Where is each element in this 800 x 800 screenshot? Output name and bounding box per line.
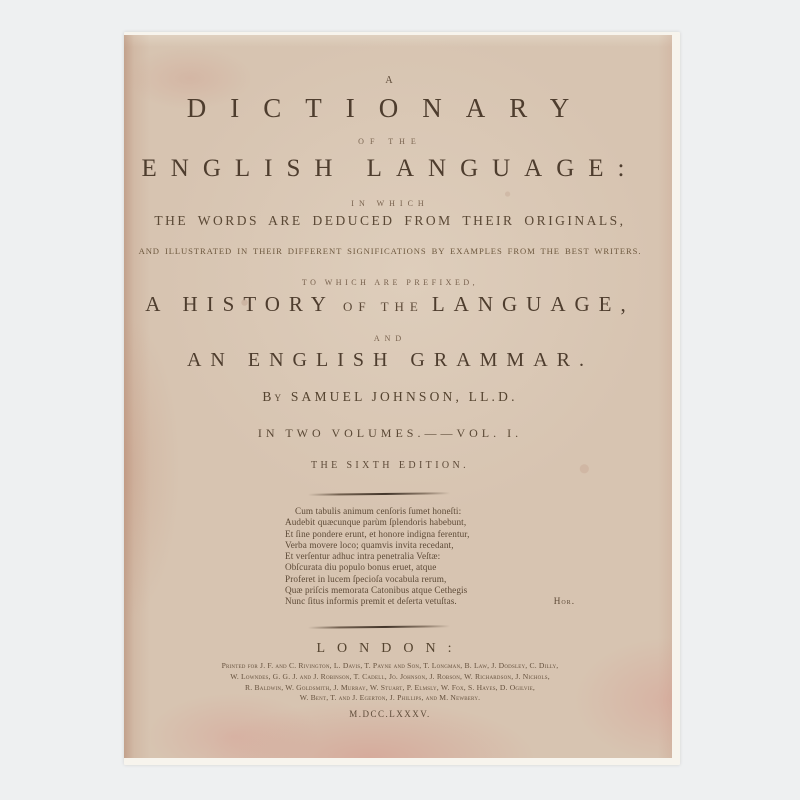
grammar-line: AN ENGLISH GRAMMAR. <box>186 349 593 371</box>
main-title-second-line: ENGLISH LANGUAGE: <box>141 155 639 182</box>
title-of-the: OF THE <box>358 137 422 146</box>
imprint-line: W. Bent, T. and J. Egerton, J. Phillips, and M. Newbery. <box>299 693 481 703</box>
history-part2: LANGUAGE, <box>431 292 635 316</box>
swelled-rule-bottom <box>308 625 450 629</box>
book-page-photo <box>124 32 680 765</box>
subtitle-deduced: THE WORDS ARE DEDUCED FROM THEIR ORIGINALS, <box>154 213 626 228</box>
epigraph-line: Cum tabulis animum cenſoris ſumet honeſti: <box>295 506 462 516</box>
epigraph-line: Obſcurata diu populo bonus eruet, atque <box>285 562 437 573</box>
subtitle-illustrated: AND ILLUSTRATED IN THEIR DIFFERENT SIGNIFICATIONS BY EXAMPLES FROM THE BEST WRITERS. <box>138 246 642 256</box>
epigraph-line: Quæ priſcis memorata Catonibus atque Cethegis <box>285 585 468 596</box>
epigraph <box>285 506 577 608</box>
epigraph-line: Et verſentur adhuc intra penetralia Veſtæ: <box>285 551 441 562</box>
imprint-line: W. Lowndes, G. G. J. and J. Robinson, T. Cadell, Jo. Johnson, J. Robson, W. Richardson, J. Nichols, <box>230 671 550 681</box>
history-of-the: OF THE <box>342 299 424 314</box>
imprint-city: LONDON: <box>316 641 464 656</box>
edition-line: THE SIXTH EDITION. <box>310 460 470 471</box>
epigraph-line: Proferet in lucem ſpecioſa vocabula rerum, <box>285 573 447 584</box>
epigraph-line: Audebit quæcunque parùm ſplendoris habebunt, <box>285 517 467 528</box>
main-title: DICTIONARY <box>186 93 594 123</box>
volume-line: IN TWO VOLUMES.——VOL. I. <box>257 426 523 440</box>
imprint-publishers <box>124 661 656 704</box>
imprint-line: Printed for J. F. and C. Rivington, L. Davis, T. Payne and Son, T. Longman, B. Law, J. Dodsley, C. Dilly, <box>221 661 559 670</box>
half-title: A <box>385 75 395 86</box>
author-line: By SAMUEL JOHNSON, LL.D. <box>262 389 518 404</box>
imprint-line: R. Baldwin, W. Goldsmith, J. Murray, W. Stuart, P. Elmsly, W. Fox, S. Hayes, D. Ogilvie, <box>245 682 535 692</box>
prefixed-note: TO WHICH ARE PREFIXED, <box>301 278 479 287</box>
epigraph-attribution: Hor. <box>553 596 575 607</box>
imprint-date: M.DCC.LXXXV. <box>349 709 431 719</box>
swelled-rule-top <box>308 492 450 496</box>
epigraph-line: Nunc ſitus informis premit et deſerta vetuſtas. <box>285 596 457 607</box>
history-part1: A HISTORY <box>145 292 335 316</box>
history-line <box>124 292 656 317</box>
epigraph-line: Et ſine pondere erunt, et honore indigna ferentur, <box>285 528 470 539</box>
epigraph-line: Verba movere loco; quamvis invita recedant, <box>285 539 454 550</box>
conjunction-and: AND <box>373 334 407 343</box>
title-page <box>124 35 672 758</box>
subtitle-in-which: IN WHICH <box>351 199 429 208</box>
